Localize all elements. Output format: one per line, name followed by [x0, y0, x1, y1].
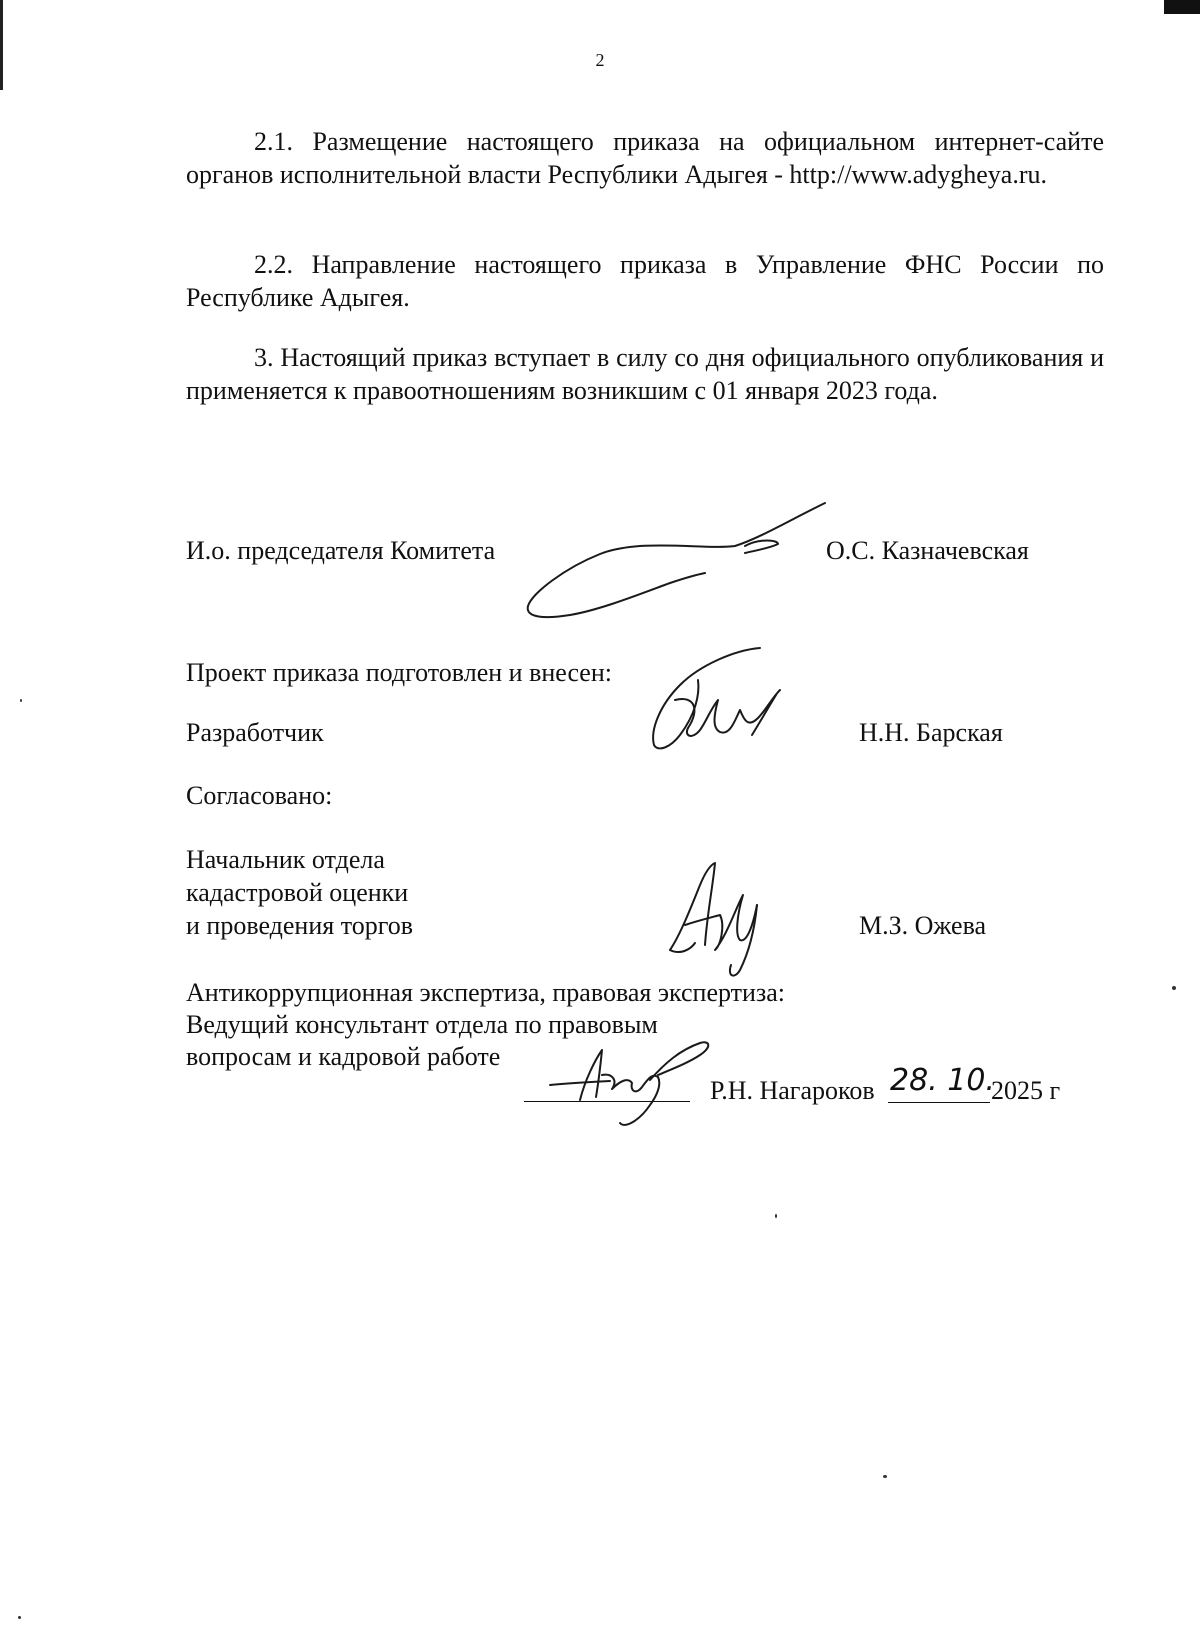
- page-number: 2: [595, 50, 605, 70]
- paragraph-2-2: 2.2. Направление настоящего приказа в Управление ФНС России по Республике Адыгея.: [186, 250, 1104, 312]
- consultant-signature: [540, 1025, 720, 1135]
- scan-edge-right: [1164, 0, 1200, 14]
- handwritten-date: 28. 10.: [890, 1063, 995, 1098]
- expertise-label: Антикоррупционная экспертиза, правовая экспертиза:: [186, 978, 785, 1007]
- paragraph-2-1: 2.1. Размещение настоящего приказа на официальном интернет-сайте органов исполнительной власти Республики Адыгея - http://www.adygheya.ru.: [186, 127, 1104, 189]
- scan-speck: [18, 1616, 21, 1619]
- paragraph-3: 3. Настоящий приказ вступает в силу со дня официального опубликования и применяется к правоотношениям возникшим с 01 января 2023 года.: [186, 343, 1104, 405]
- date-year: 2025 г: [991, 1076, 1061, 1105]
- developer-signature: [640, 640, 790, 760]
- consultant-name: Р.Н. Нагароков: [710, 1076, 875, 1105]
- scan-speck: [1172, 986, 1176, 990]
- head-position-line-2: кадастровой оценки: [186, 878, 409, 907]
- scan-speck: [775, 1214, 777, 1218]
- developer-position: Разработчик: [186, 718, 324, 747]
- developer-name: Н.Н. Барская: [859, 718, 1003, 747]
- chairman-name: О.С. Казначевская: [826, 536, 1029, 565]
- head-signature: [665, 855, 775, 980]
- head-name: М.З. Ожева: [859, 911, 987, 940]
- agreed-label: Согласовано:: [186, 781, 333, 810]
- scan-speck: [20, 699, 22, 702]
- date-underline: [888, 1102, 990, 1103]
- chairman-position: И.о. председателя Комитета: [186, 536, 496, 565]
- scan-edge-left: [0, 0, 3, 90]
- consultant-position-line-2: вопросам и кадровой работе: [186, 1042, 501, 1071]
- consultant-position-line-1: Ведущий консультант отдела по правовым: [186, 1010, 658, 1039]
- chairman-signature: [520, 498, 840, 623]
- scan-speck: [883, 1475, 887, 1478]
- head-position-line-3: и проведения торгов: [186, 911, 414, 940]
- prepared-label: Проект приказа подготовлен и внесен:: [186, 658, 612, 687]
- head-position-line-1: Начальник отдела: [186, 845, 385, 874]
